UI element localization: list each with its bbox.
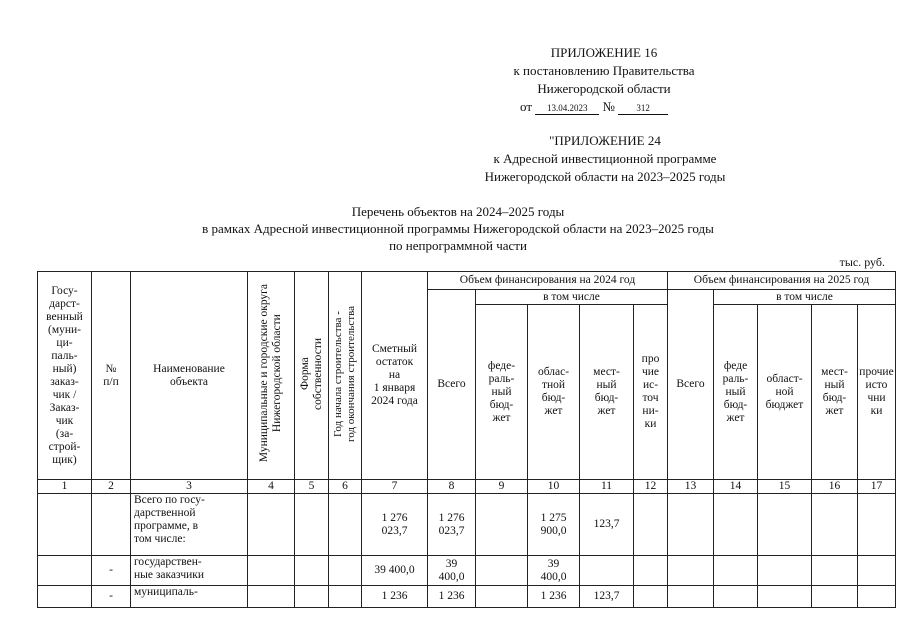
cell-federal-2025	[714, 556, 758, 586]
header-group-2024: Объем финансирования на 2024 год	[428, 272, 668, 290]
doc-title-line1: Перечень объектов на 2024–2025 годы	[351, 204, 565, 219]
cell-federal-2024	[476, 586, 528, 608]
cell-object-name: муниципаль-	[131, 586, 248, 608]
column-number: 15	[758, 480, 812, 494]
header-ownership	[295, 272, 329, 480]
appendix-24-title: "ПРИЛОЖЕНИЕ 24	[549, 133, 661, 148]
header-ownership-text: Форма собственности	[298, 337, 324, 410]
cell-regional-2025	[758, 556, 812, 586]
cell-other-2025	[858, 556, 896, 586]
column-number: 1	[38, 480, 92, 494]
header-regional-2024: облас- тной бюд- жет	[528, 305, 580, 480]
cell-years	[329, 586, 362, 608]
column-number-row	[38, 480, 896, 494]
cell-total-2025	[668, 586, 714, 608]
cell-federal-2024	[476, 494, 528, 556]
doc-title-line2: в рамках Адресной инвестиционной программы Нижегородской области на 2023–2025 годы	[202, 221, 714, 236]
header-customer: Госу- дарст- венный (муни- ци- паль- ный) заказ- чик / Заказ- чик (за- строй- щик)	[38, 272, 92, 480]
cell-municipality	[248, 586, 295, 608]
from-label: от	[520, 99, 533, 114]
header-group-2025: Объем финансирования на 2025 год	[668, 272, 896, 290]
cell-federal-2024	[476, 556, 528, 586]
cell-customer	[38, 494, 92, 556]
table-row	[38, 586, 896, 608]
header-including-2024: в том числе	[476, 290, 668, 305]
cell-municipality	[248, 494, 295, 556]
header-federal-2025: феде раль- ный бюд- жет	[714, 305, 758, 480]
cell-estimate: 1 236	[362, 586, 428, 608]
header-other-2025: прочие исто чни ки	[858, 305, 896, 480]
header-municipality-text: Муниципальные и городские округа Нижегородской области	[258, 284, 283, 463]
header-regional-2025: област- ной бюджет	[758, 305, 812, 480]
cell-estimate: 39 400,0	[362, 556, 428, 586]
column-number: 5	[295, 480, 329, 494]
cell-ownership	[295, 494, 329, 556]
cell-total-2025	[668, 556, 714, 586]
header-municipality	[248, 272, 295, 480]
cell-total-2025	[668, 494, 714, 556]
column-number: 4	[248, 480, 295, 494]
cell-local-2025	[812, 556, 858, 586]
cell-object-name: государствен- ные заказчики	[131, 556, 248, 586]
cell-other-2024	[634, 494, 668, 556]
cell-number	[92, 494, 131, 556]
cell-regional-2024: 39 400,0	[528, 556, 580, 586]
cell-total-2024: 1 236	[428, 586, 476, 608]
table-row	[38, 494, 896, 556]
cell-ownership	[295, 586, 329, 608]
cell-total-2024: 1 276 023,7	[428, 494, 476, 556]
number-label: №	[602, 99, 615, 114]
doc-title-line3: по непрограммной части	[389, 238, 527, 253]
cell-number: -	[92, 556, 131, 586]
column-number: 17	[858, 480, 896, 494]
header-estimate: Сметный остаток на 1 января 2024 года	[362, 272, 428, 480]
appendix-24-line1: к Адресной инвестиционной программе	[493, 151, 717, 166]
column-number: 12	[634, 480, 668, 494]
cell-regional-2024: 1 236	[528, 586, 580, 608]
cell-other-2024	[634, 586, 668, 608]
header-years-text: Год начала строительства - год окончания строительства	[332, 305, 357, 442]
cell-local-2024: 123,7	[580, 494, 634, 556]
objects-table	[37, 271, 896, 608]
header-years	[329, 272, 362, 480]
cell-number: -	[92, 586, 131, 608]
cell-local-2024: 123,7	[580, 586, 634, 608]
cell-regional-2025	[758, 494, 812, 556]
cell-customer	[38, 556, 92, 586]
header-other-2024: про чие ис- точ ни- ки	[634, 305, 668, 480]
cell-other-2024	[634, 556, 668, 586]
header-total-2024: Всего	[428, 290, 476, 480]
column-number: 10	[528, 480, 580, 494]
header-including-2025: в том числе	[714, 290, 896, 305]
cell-total-2024: 39 400,0	[428, 556, 476, 586]
header-local-2025: мест- ный бюд- жет	[812, 305, 858, 480]
date-number-line	[520, 99, 668, 115]
header-local-2024: мест- ный бюд- жет	[580, 305, 634, 480]
column-number: 13	[668, 480, 714, 494]
column-number: 3	[131, 480, 248, 494]
column-number: 8	[428, 480, 476, 494]
number-value: 312	[618, 102, 668, 115]
resolution-line: к постановлению Правительства	[513, 63, 695, 78]
cell-local-2025	[812, 494, 858, 556]
cell-regional-2025	[758, 586, 812, 608]
cell-ownership	[295, 556, 329, 586]
cell-estimate: 1 276 023,7	[362, 494, 428, 556]
cell-years	[329, 494, 362, 556]
header-number: № п/п	[92, 272, 131, 480]
cell-years	[329, 556, 362, 586]
column-number: 9	[476, 480, 528, 494]
cell-federal-2025	[714, 586, 758, 608]
column-number: 2	[92, 480, 131, 494]
cell-federal-2025	[714, 494, 758, 556]
column-number: 11	[580, 480, 634, 494]
cell-municipality	[248, 556, 295, 586]
cell-customer	[38, 586, 92, 608]
column-number: 16	[812, 480, 858, 494]
cell-local-2024	[580, 556, 634, 586]
cell-local-2025	[812, 586, 858, 608]
column-number: 6	[329, 480, 362, 494]
header-federal-2024: феде- раль- ный бюд- жет	[476, 305, 528, 480]
units-label: тыс. руб.	[839, 255, 885, 269]
table-row	[38, 556, 896, 586]
cell-regional-2024: 1 275 900,0	[528, 494, 580, 556]
date-value: 13.04.2023	[535, 102, 599, 115]
appendix-16-title: ПРИЛОЖЕНИЕ 16	[550, 45, 658, 60]
cell-object-name: Всего по госу- дарственной программе, в том числе:	[131, 494, 248, 556]
cell-other-2025	[858, 494, 896, 556]
region-line: Нижегородской области	[537, 81, 671, 96]
column-number: 7	[362, 480, 428, 494]
cell-other-2025	[858, 586, 896, 608]
column-number: 14	[714, 480, 758, 494]
appendix-24-line2: Нижегородской области на 2023–2025 годы	[484, 169, 726, 184]
header-object-name: Наименование объекта	[131, 272, 248, 480]
header-total-2025: Всего	[668, 290, 714, 480]
